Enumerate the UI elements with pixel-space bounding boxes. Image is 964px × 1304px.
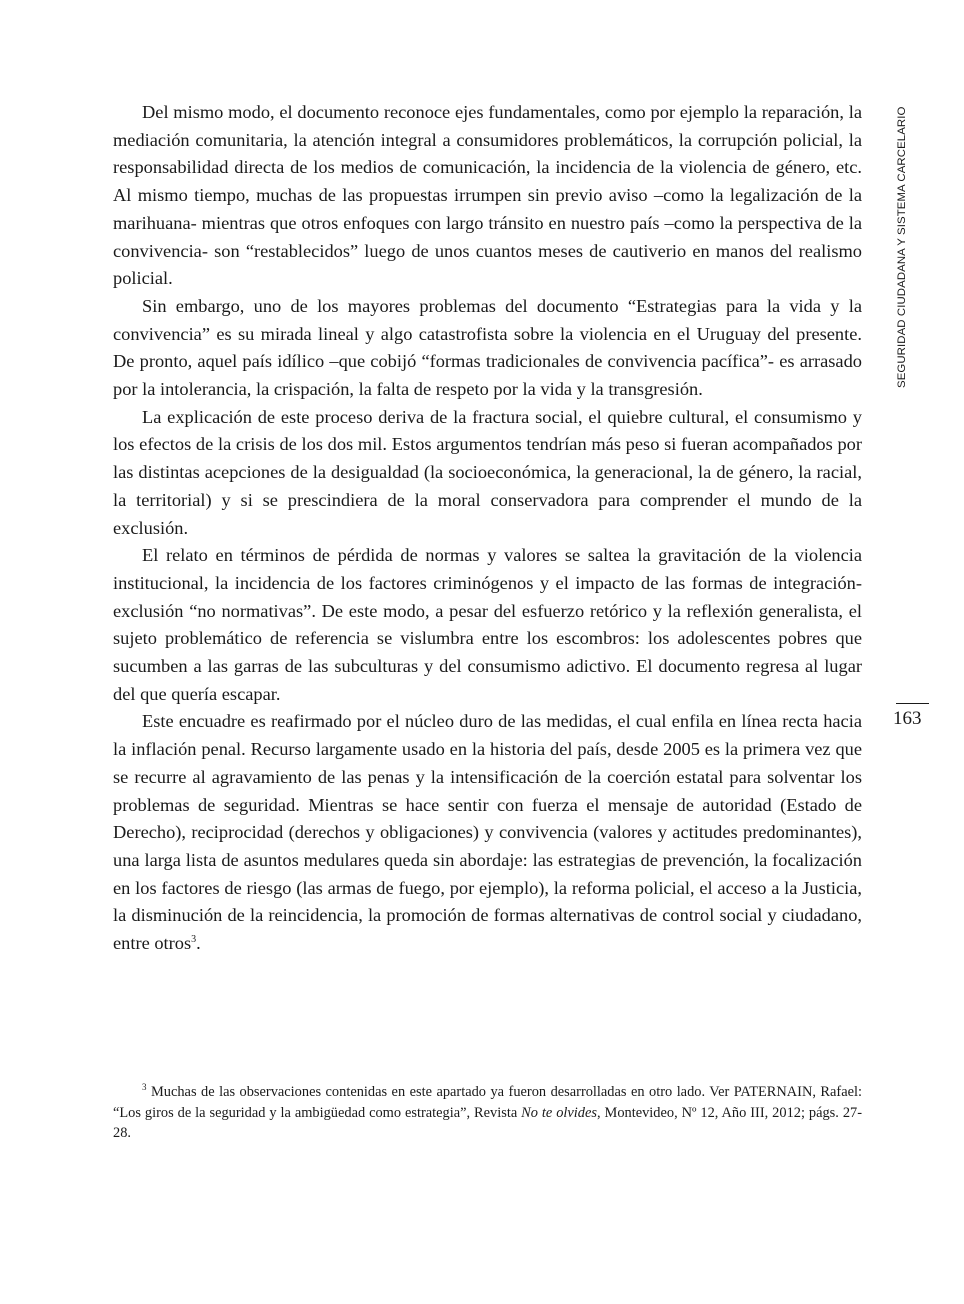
page-number-rule xyxy=(896,703,929,704)
paragraph-5-tail: . xyxy=(196,933,201,954)
paragraph-5-text: Este encuadre es reafirmado por el núcleo duro de las medidas, el cual enfila en línea recta hacia la inflación penal. Recurso largamente usado en la historia del país, desde 2005 es la primera vez que se recurre al agravamiento de las penas y la intensificación de la coerción estatal para solventar los problemas de seguridad. Mientras se hace sentir con fuerza el mensaje de autoridad (Estado de Derecho), reciprocidad (derechos y obligaciones) y convivencia (valores y actitudes predominantes), una larga lista de asuntos medulares queda sin abordaje: las estrategias de prevención, la focalización en los factores de riesgo (las armas de fuego, por ejemplo), la reforma policial, el acceso a la Justicia, la disminución de la reincidencia, la promoción de formas alternativas de control social y ciudadano, entre otros xyxy=(113,711,862,954)
running-head xyxy=(896,98,916,388)
footnote-marker: 3 xyxy=(142,1082,147,1093)
paragraph-1: Del mismo modo, el documento reconoce ejes fundamentales, como por ejemplo la reparación, la mediación comunitaria, la atención integral a consumidores problemáticos, la corrupción policial, la responsabilidad directa de los medios de comunicación, la incidencia de la violencia de género, etc. Al mismo tiempo, muchas de las propuestas irrumpen sin previo aviso –como la legalización de la marihuana- mientras que otros enfoques con largo tránsito en nuestro país –como la perspectiva de la convivencia- son “restablecidos” luego de unos cuantos meses de cautiverio en manos del realismo policial. xyxy=(113,102,862,289)
paragraph-4: El relato en términos de pérdida de normas y valores se saltea la gravitación de la violencia institucional, la incidencia de los factores criminógenos y el impacto de las formas de integración-exclusión “no normativas”. De este modo, a pesar del esfuerzo retórico y la reflexión generalista, el sujeto problemático de referencia se vislumbra entre los escombros: los adolescentes pobres que sucumben a las garras de las subculturas y del consumismo adictivo. El documento regresa al lugar del que quería escapar. xyxy=(113,545,862,704)
footnote-text-end: , Montevideo, Nº 12, Año III, 2012; págs. 27-28. xyxy=(113,1104,862,1141)
footnote-text: Muchas de las observaciones contenidas en este apartado ya fueron desarrolladas en otro lado. Ver PATERNAIN, Rafael: “Los giros de la seguridad y la ambigüedad como estrategia”, Revista xyxy=(113,1084,862,1121)
running-head-text: SEGURIDAD CIUDADANA Y SISTEMA CARCELARIO xyxy=(896,106,908,388)
footnotes xyxy=(113,1082,862,1144)
paragraph-5 xyxy=(113,708,862,957)
paragraph-2: Sin embargo, uno de los mayores problemas del documento “Estrategias para la vida y la convivencia” es su mirada lineal y algo catastrofista sobre la violencia en el Uruguay del presente. De pronto, aquel país idílico –que cobijó “formas tradicionales de convivencia pacífica”- es arrasado por la intolerancia, la crispación, la falta de respeto por la vida y la transgresión. xyxy=(113,295,862,400)
paragraph-3: La explicación de este proceso deriva de la fractura social, el quiebre cultural, el consumismo y los efectos de la crisis de los dos mil. Estos argumentos tendrían más peso si fueran acompañados por las distintas acepciones de la desigualdad (la socioeconómica, la generacional, la de género, la racial, la territorial) y si se prescindiera de la moral conservadora para comprender el mundo de la exclusión. xyxy=(113,406,862,538)
body-text xyxy=(113,99,862,958)
footnote-journal-title: No te olvides xyxy=(521,1104,597,1121)
footnote-3 xyxy=(113,1082,862,1144)
page-number: 163 xyxy=(893,708,922,729)
footnote-reference: 3 xyxy=(191,933,197,945)
